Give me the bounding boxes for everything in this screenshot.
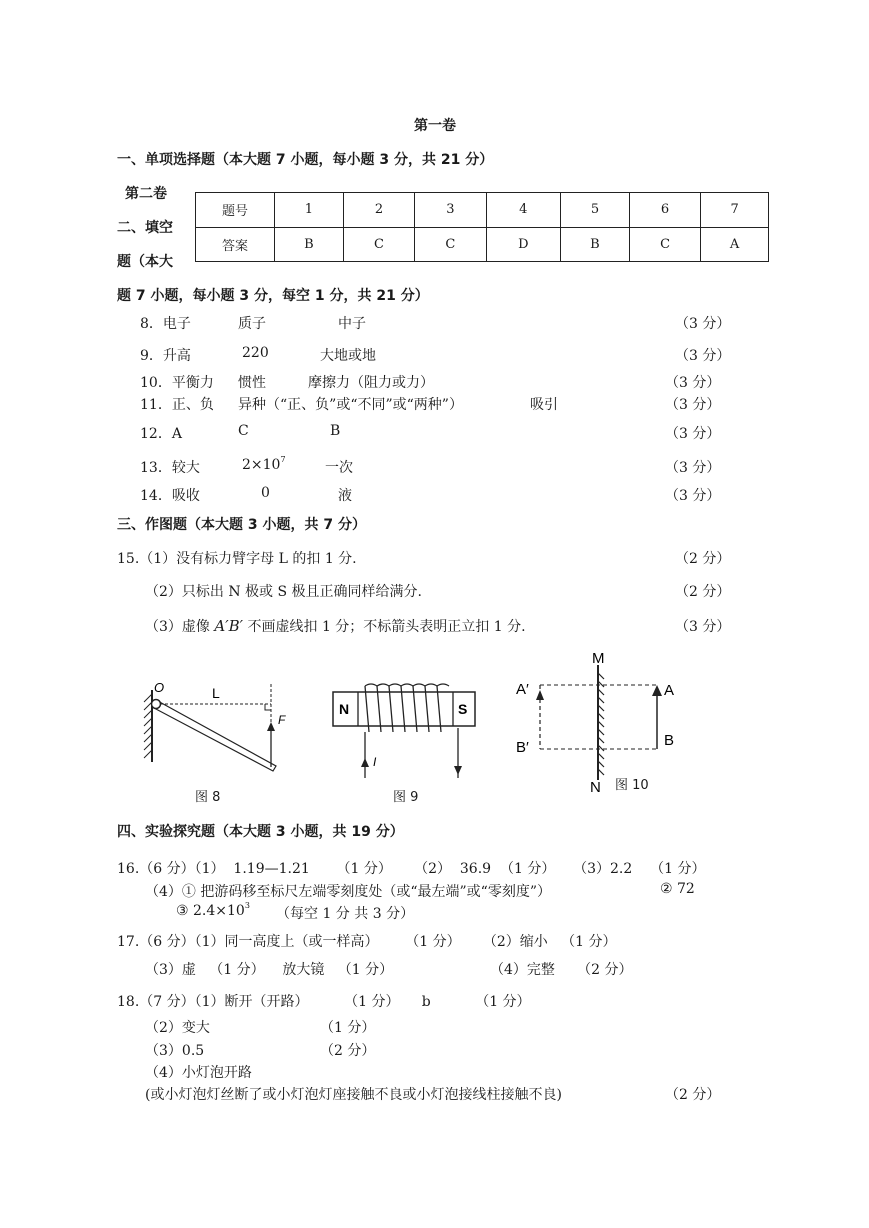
q18-line-3-score: （2 分） [320,1043,376,1059]
item-10-answer-3: 摩擦力（阻力或力） [308,375,434,391]
pole-S: S [458,701,468,717]
section-4-heading: 四、实验探究题（本大题 3 小题，共 19 分） [117,824,404,840]
q16-line-2: （4）① 把游码移至标尺左端零刻度处（或“最左端”或“零刻度”） [145,884,551,900]
figure-8-lever [140,670,290,782]
item-11-answer-3: 吸引 [530,397,558,413]
q18-line-4: （4）小灯泡开路 [145,1065,252,1081]
item-12-score: （3 分） [665,426,721,442]
table-cell: 7 [701,193,769,228]
q18-line-2: （2）变大 [145,1020,210,1036]
item-12-answer-2: C [238,423,249,439]
table-cell: C [343,227,414,262]
q18-line-5: (或小灯泡灯丝断了或小灯泡灯座接触不良或小灯泡接线柱接触不良) [145,1087,562,1103]
q16-line-1: 16.（6 分）（1） 1.19—1.21 （1 分） （2） 36.9 （1 分） （3）2.2 （1 分） [117,861,706,877]
mirror-label-M: M [592,650,605,667]
table-cell: 1 [275,193,344,228]
table-cell: 5 [561,193,630,228]
item-12-answer-3: B [330,423,341,439]
table-row [196,227,769,262]
section-1-heading: 一、单项选择题（本大题 7 小题，每小题 3 分，共 21 分） [117,152,494,168]
table-cell: C [629,227,700,262]
item-11-answer-2: 异种（“正、负”或“不同”或“两种”） [238,397,463,413]
item-10-answer-2: 惯性 [238,375,266,391]
q17-line-1: 17.（6 分）（1）同一高度上（或一样高） （1 分） （2）缩小 （1 分） [117,934,617,950]
q17-line-2b: （4）完整 （2 分） [490,962,633,978]
label-L: L [212,685,220,701]
object-label-B: B [664,732,675,749]
item-13-answer-2: $2\times 10^7$ [242,455,286,473]
item-13-answer-1: 13．较大 [140,460,200,476]
object-label-A: A [664,682,675,699]
section-2-label-b: 题（本大 [117,254,173,270]
item-10-answer-1: 10．平衡力 [140,375,214,391]
item-13-score: （3 分） [665,460,721,476]
figure-8-caption: 图 8 [195,790,221,805]
table-cell: B [275,227,344,262]
item-14-answer-2: 0 [261,485,270,501]
pole-N: N [339,701,350,717]
q16-line-3: ③ $2.4\times 10^3$ [176,901,250,919]
item-10-score: （3 分） [665,375,721,391]
image-label-B: B′ [516,739,529,756]
q15-part1-score: （2 分） [675,551,731,567]
item-14-score: （3 分） [665,488,721,504]
label-F: F [278,713,286,727]
q18-line-3: （3）0.5 [145,1043,205,1059]
q18-line-5-score: （2 分） [665,1087,721,1103]
page-title: 第一卷 [414,118,456,134]
item-14-answer-1: 14．吸收 [140,488,200,504]
item-12-answer-1: 12．A [140,426,182,442]
item-8-answer-3: 中子 [338,316,366,332]
item-9-score: （3 分） [675,348,731,364]
item-13-answer-3: 一次 [325,460,353,476]
mirror-label-N: N [590,779,601,795]
figure-9-caption: 图 9 [393,790,419,805]
q15-part2: （2）只标出 N 极或 S 极且正确同样给满分. [145,584,422,600]
label-O: O [154,680,165,695]
figure-9-solenoid [325,678,490,786]
q16-line-3-note: （每空 1 分 共 3 分） [276,906,415,922]
table-cell: B [561,227,630,262]
item-9-answer-2: 220 [242,345,269,361]
item-9-answer-1: 9．升高 [140,348,191,364]
item-11-answer-1: 11．正、负 [140,397,214,413]
table-cell: 6 [629,193,700,228]
q17-line-2: （3）虚 （1 分） 放大镜 （1 分） [145,962,394,978]
table-cell: D [486,227,561,262]
q15-part3-score: （3 分） [675,619,731,635]
section-2-label-a: 二、填空 [117,220,173,236]
table-row [196,193,769,228]
table-header-cell: 答案 [196,227,275,262]
item-8-score: （3 分） [675,316,731,332]
volume-2-label: 第二卷 [125,186,167,202]
q15-part3: （3）虚像 A′B′ 不画虚线扣 1 分；不标箭头表明正立扣 1 分. [145,617,526,635]
q18-line-1: 18.（7 分）（1）断开（开路） （1 分） b （1 分） [117,994,531,1010]
q18-line-2-score: （1 分） [320,1020,376,1036]
answer-table [195,192,769,262]
item-8-answer-1: 8．电子 [140,316,191,332]
item-8-answer-2: 质子 [238,316,266,332]
table-cell: 2 [343,193,414,228]
figure-10-caption: 图 10 [615,778,649,793]
table-header-cell: 题号 [196,193,275,228]
table-cell: C [415,227,486,262]
current-label-I: I [373,755,377,769]
figure-10-mirror [512,645,697,795]
table-cell: 4 [486,193,561,228]
item-9-answer-3: 大地或地 [320,348,376,364]
section-2-heading: 题 7 小题，每小题 3 分，每空 1 分，共 21 分） [117,288,429,304]
table-cell: 3 [415,193,486,228]
q15-part1: 15.（1）没有标力臂字母 L 的扣 1 分. [117,551,357,567]
item-14-answer-3: 液 [338,488,352,504]
item-11-score: （3 分） [665,397,721,413]
section-3-heading: 三、作图题（本大题 3 小题，共 7 分） [117,517,366,533]
q15-part2-score: （2 分） [675,584,731,600]
image-label-A: A′ [516,681,529,698]
q16-line-2-answer: ② 72 [660,881,695,897]
table-cell: A [701,227,769,262]
